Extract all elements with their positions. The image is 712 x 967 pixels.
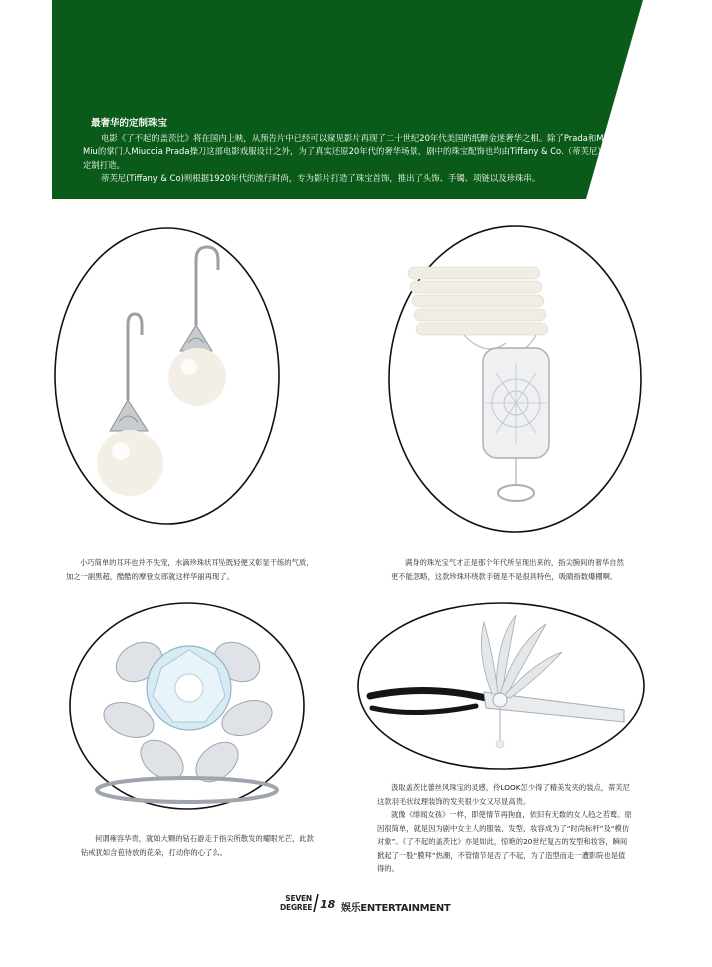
bracelet-caption (391, 556, 631, 583)
headpiece-caption (377, 781, 632, 876)
banner-paragraph: 电影《了不起的盖茨比》将在国内上映，从预告片中已经可以窥见影片再现了二十世纪20年代美国的纸醉金迷奢华之相。除了Prada和Miu Miu的掌门人Miuccia Prada操刀这部电影戏服设计之外，为了真实还原20年代的奢华场景，剧中的珠宝配饰也均由Tiffany & Co.（蒂芙尼）定制打造。 (83, 132, 612, 170)
earrings-caption (66, 556, 314, 583)
bracelet-photo (386, 223, 644, 535)
bracelet-caption-text: 满身的珠光宝气才正是那个年代所呈现出来的，指尖腕间的奢华自然更不能忽略，这款珍珠环绕款手链是不是很具特色，吸睛指数爆棚啊。 (391, 558, 624, 581)
banner-paragraph: 蒂芙尼(Tiffany & Co)则根据1920年代的流行时尚，专为影片打造了珠宝首饰，推出了头饰、手镯、项链以及珍珠串。 (101, 173, 541, 184)
earrings-photo-frame (52, 225, 282, 527)
ring-photo-frame (67, 600, 307, 812)
ring-caption (81, 832, 321, 859)
brand-line-2: DEGREE (280, 902, 313, 912)
headpiece-caption-text: 汲取盖茨比蕾丝风珠宝的灵感，伶LOOK怎少得了精美发夹的装点，蒂芙尼这款羽毛状纹理装饰的发夹很少女又尽显高贵。 (377, 783, 630, 806)
ring-photo (67, 600, 307, 812)
bracelet-photo-frame (386, 223, 644, 535)
headpiece-caption-text: 就像《绯闻女孩》一样，即使情节再狗血，依旧有无数的女人趋之若鹜。原因很简单，就是因为剧中女主人的服装、发型、妆容成为了“时尚标杆”及“模仿对象”。《了不起的盖茨比》亦是如此，惊艳的20世纪复古的发型和妆容，瞬间掀起了一股“膜拜”热潮，不管情节是否了不起，为了造型而走一遭影院也是值得的。 (377, 810, 632, 873)
banner-title: 最奢华的定制珠宝 (91, 118, 168, 129)
brand-line-1: SEVEN (285, 894, 312, 903)
header-banner (0, 0, 712, 200)
earrings-caption-text: 小巧简单的耳环也并不失宠，水滴珍珠状耳坠既轻便又彰显干练的气质，加之一副黑超，酷酷的摩登女郎就这样华丽再现了。 (66, 558, 314, 581)
banner-text (83, 117, 613, 186)
headpiece-photo-frame (356, 600, 646, 772)
headpiece-photo (356, 600, 646, 772)
divider-slash (312, 893, 320, 913)
ring-caption-text: 何谓雍容华贵，就如大颗的钻石游走于指尖所散发的耀眼光芒，此款钻戒犹如含苞待放的花朵，打动你的心了么。 (81, 834, 314, 857)
page-number: 18 (320, 898, 336, 911)
section-title: 娱乐ENTERTAINMENT (341, 903, 451, 914)
magazine-brand (280, 895, 312, 912)
earrings-photo (52, 225, 282, 527)
